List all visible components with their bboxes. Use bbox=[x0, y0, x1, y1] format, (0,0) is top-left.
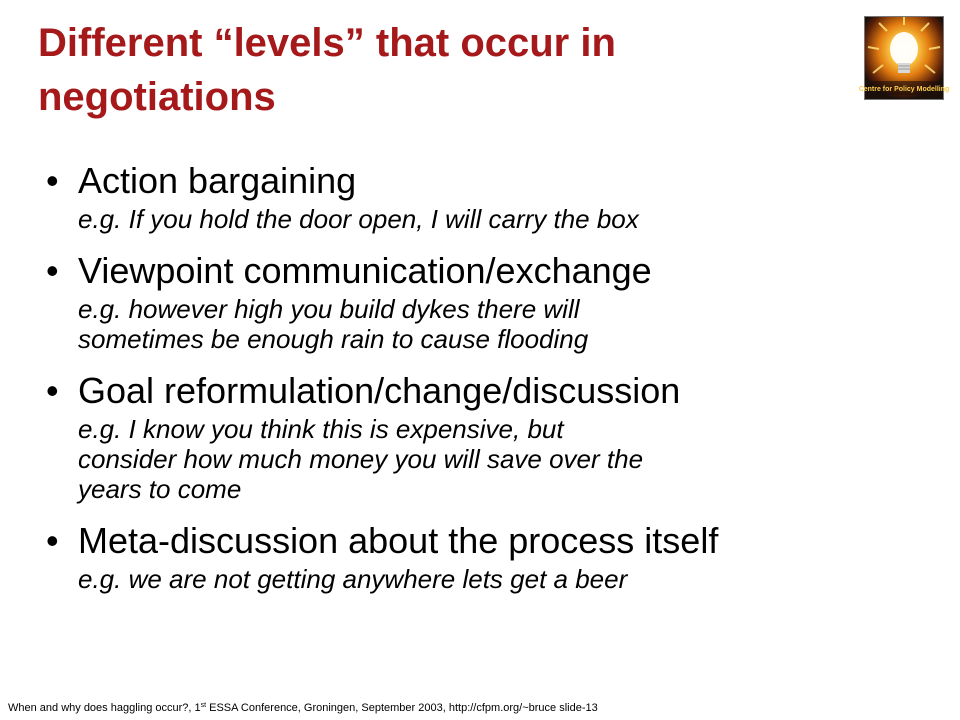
footer-text-end: ESSA Conference, Groningen, September 2003, http://cfpm.org/~bruce slide-13 bbox=[206, 702, 598, 714]
footer-superscript: st bbox=[200, 702, 207, 709]
bullet-list bbox=[38, 158, 918, 594]
logo-text: Centre for Policy Modelling bbox=[858, 86, 950, 93]
bullet-example: e.g. If you hold the door open, I will carry the box bbox=[78, 204, 639, 234]
bullet-example: e.g. we are not getting anywhere lets get a beer bbox=[78, 564, 628, 594]
bullet-meta-discussion bbox=[38, 518, 918, 594]
bullet-heading: Action bargaining bbox=[78, 160, 357, 201]
bullet-marker: • bbox=[46, 250, 59, 291]
bullet-marker: • bbox=[46, 370, 59, 411]
lightbulb-icon bbox=[858, 17, 950, 99]
bullet-example: e.g. I know you think this is expensive, but consider how much money you will save over the years to come bbox=[78, 414, 644, 504]
bullet-marker: • bbox=[46, 520, 59, 561]
slide-title: Different “levels” that occur in negotiations bbox=[38, 21, 616, 119]
bullet-heading: Viewpoint communication/exchange bbox=[78, 250, 652, 291]
centre-for-policy-modelling-logo bbox=[858, 16, 950, 100]
slide-footer bbox=[8, 699, 598, 715]
bullet-example: e.g. however high you build dykes there will sometimes be enough rain to cause flooding bbox=[78, 294, 589, 354]
bullet-action-bargaining bbox=[38, 158, 918, 234]
footer-text-start: When and why does haggling occur?, 1 bbox=[8, 702, 201, 714]
bullet-viewpoint-communication bbox=[38, 248, 918, 354]
bullet-heading: Meta-discussion about the process itself bbox=[78, 520, 719, 561]
bullet-goal-reformulation bbox=[38, 368, 918, 504]
bullet-marker: • bbox=[46, 160, 59, 201]
bullet-heading: Goal reformulation/change/discussion bbox=[78, 370, 681, 411]
